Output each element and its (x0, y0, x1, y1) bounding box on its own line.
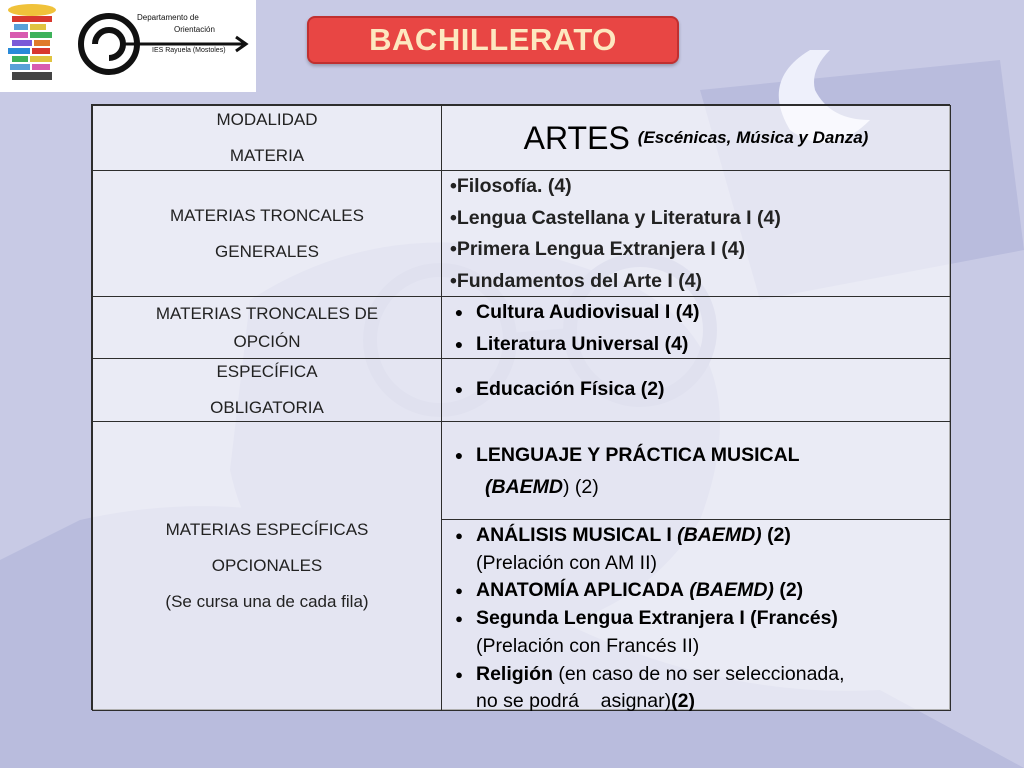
school-name: IES Rayuela (Mostoles) (152, 47, 226, 54)
especificas-label-2: OPCIONALES (211, 556, 323, 575)
especificas-row1-cell (441, 421, 951, 520)
header-left-cell (92, 105, 442, 171)
list-item (442, 440, 950, 472)
lenguaje-musical-detail (442, 472, 950, 504)
especificas-opcionales-label-cell (92, 421, 442, 711)
especificas-row2-cell (441, 519, 951, 711)
modalidad-title: ARTES (523, 119, 630, 156)
religion-note: (en caso de no ser seleccionada, (558, 662, 845, 685)
page-title-box (307, 16, 679, 64)
bullet-icon: ● (455, 666, 463, 682)
baemd-italic: (BAEMD (485, 475, 563, 498)
logo-area (0, 0, 256, 92)
modalidad-subtitle: (Escénicas, Música y Danza) (637, 128, 869, 147)
troncales-generales-label-cell (92, 170, 442, 297)
list-item (442, 522, 950, 550)
list-item: •Primera Lengua Extranjera I (4) (450, 238, 746, 260)
segunda-lengua-label: Segunda Lengua Extranjera I (Francés) (476, 607, 838, 630)
analisis-note: (Prelación con AM II) (476, 551, 657, 574)
bullet-icon: ● (455, 528, 463, 543)
troncales-generales-label-1: MATERIAS TRONCALES (170, 205, 364, 225)
troncales-opcion-label-2: OPCIÓN (233, 331, 301, 351)
anatomia-label: ANATOMÍA APLICADA (476, 579, 684, 602)
troncales-generales-list (441, 170, 951, 297)
dept-line-2: Orientación (174, 25, 215, 34)
troncales-generales-label-2: GENERALES (215, 241, 319, 261)
religion-note-2: no se podrá asignar) (476, 690, 672, 713)
bullet-icon: ● (455, 611, 463, 627)
list-item (442, 374, 665, 406)
list-item-label: Cultura Audiovisual I (4) (476, 301, 700, 323)
bullet-icon: ● (454, 381, 464, 398)
lenguaje-musical-label: LENGUAJE Y PRÁCTICA MUSICAL (476, 444, 800, 466)
list-item (442, 329, 950, 361)
materia-label: MATERIA (229, 146, 305, 165)
troncales-opcion-list (441, 296, 951, 359)
list-item-label: Literatura Universal (4) (476, 332, 689, 355)
segunda-lengua-note: (Prelación con Francés II) (476, 634, 700, 657)
list-item: •Lengua Castellana y Literatura I (4) (450, 206, 781, 229)
modalidad-label: MODALIDAD (216, 110, 318, 129)
troncales-opcion-label-cell (92, 296, 442, 359)
religion-label: Religión (476, 662, 553, 685)
list-item: •Fundamentos del Arte I (4) (450, 269, 703, 292)
list-item (442, 661, 950, 689)
list-item: •Filosofía. (4) (450, 175, 572, 197)
especificas-label-3: (Se cursa una de cada fila) (165, 592, 369, 611)
bullet-icon: ● (454, 447, 464, 463)
anatomia-credits: (2) (779, 579, 804, 602)
especifica-obligatoria-label-cell (92, 358, 442, 422)
obligatoria-label: OBLIGATORIA (210, 398, 324, 417)
subjects-table (91, 104, 950, 713)
especificas-label-1: MATERIAS ESPECÍFICAS (165, 520, 369, 539)
anatomia-baemd: (BAEMD) (689, 579, 774, 602)
dept-line-1: Departamento de (137, 13, 199, 22)
religion-note-cont (442, 688, 950, 716)
page-title: BACHILLERATO (369, 22, 617, 57)
especifica-obligatoria-item-cell (441, 358, 951, 422)
list-item (442, 577, 950, 605)
credits-text: ) (2) (563, 475, 599, 498)
list-item (442, 605, 950, 633)
bullet-icon: ● (454, 335, 464, 352)
list-item-label: Educación Física (2) (476, 378, 665, 401)
troncales-opcion-label-1: MATERIAS TRONCALES DE (155, 303, 379, 323)
religion-credits: (2) (671, 690, 695, 713)
especifica-label: ESPECÍFICA (216, 362, 318, 381)
bullet-icon: ● (454, 304, 464, 320)
bullet-icon: ● (455, 583, 463, 599)
analisis-credits: (2) (767, 524, 791, 546)
school-logo-icon (2, 2, 62, 90)
analisis-baemd: (BAEMD) (677, 524, 762, 546)
analisis-label: ANÁLISIS MUSICAL I (476, 524, 672, 546)
list-item (442, 297, 950, 329)
modalidad-title-cell (441, 105, 951, 171)
